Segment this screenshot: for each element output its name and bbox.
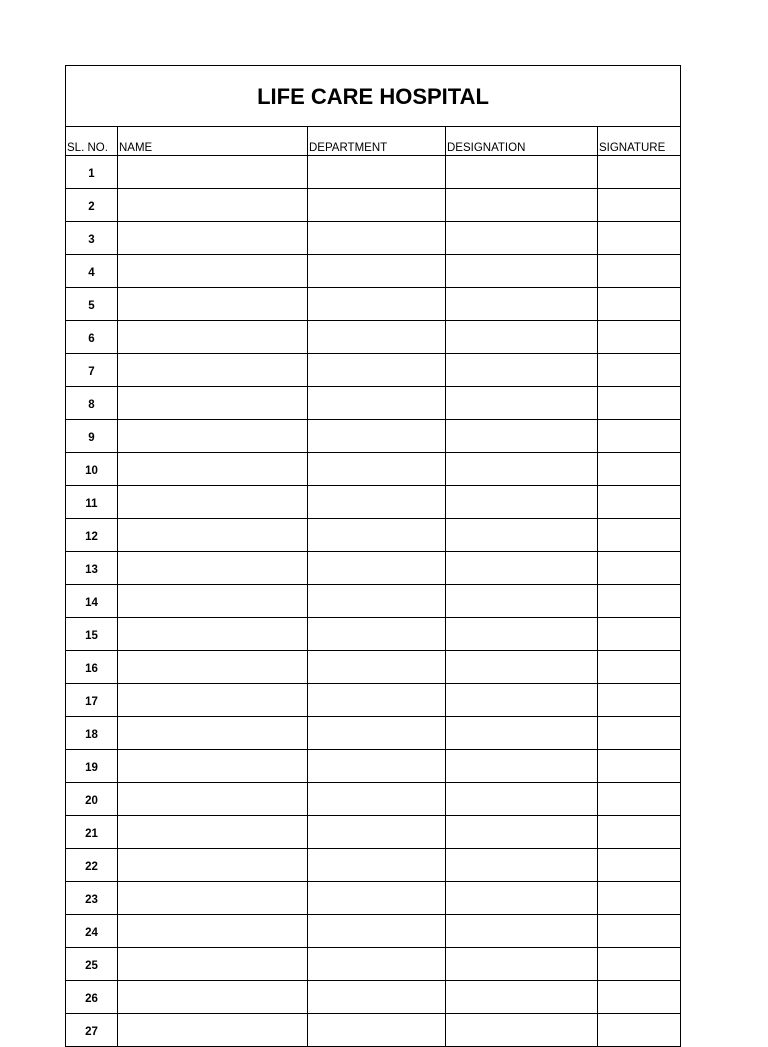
column-header-name: NAME <box>118 127 308 156</box>
signature-cell[interactable] <box>598 915 681 948</box>
department-cell[interactable] <box>308 849 446 882</box>
table-row <box>66 750 681 783</box>
name-cell[interactable] <box>118 882 308 915</box>
designation-cell[interactable] <box>446 156 598 189</box>
sl-no-cell: 8 <box>66 387 118 420</box>
department-cell[interactable] <box>308 981 446 1014</box>
department-cell[interactable] <box>308 486 446 519</box>
table-row <box>66 255 681 288</box>
table-row <box>66 354 681 387</box>
signature-cell[interactable] <box>598 882 681 915</box>
sl-no-cell: 24 <box>66 915 118 948</box>
name-cell[interactable] <box>118 288 308 321</box>
attendance-sheet-table <box>65 65 681 1047</box>
signature-cell[interactable] <box>598 585 681 618</box>
sl-no-cell: 11 <box>66 486 118 519</box>
table-row <box>66 222 681 255</box>
table-row <box>66 1014 681 1047</box>
sl-no-cell: 23 <box>66 882 118 915</box>
department-cell[interactable] <box>308 519 446 552</box>
name-cell[interactable] <box>118 189 308 222</box>
name-cell[interactable] <box>118 486 308 519</box>
sl-no-cell: 6 <box>66 321 118 354</box>
designation-cell[interactable] <box>446 453 598 486</box>
department-cell[interactable] <box>308 783 446 816</box>
table-row <box>66 816 681 849</box>
designation-cell[interactable] <box>446 1014 598 1047</box>
table-row <box>66 486 681 519</box>
designation-cell[interactable] <box>446 849 598 882</box>
sl-no-cell: 13 <box>66 552 118 585</box>
name-cell[interactable] <box>118 255 308 288</box>
signature-cell[interactable] <box>598 486 681 519</box>
sl-no-cell: 4 <box>66 255 118 288</box>
name-cell[interactable] <box>118 552 308 585</box>
sl-no-cell: 20 <box>66 783 118 816</box>
signature-cell[interactable] <box>598 618 681 651</box>
sl-no-cell: 19 <box>66 750 118 783</box>
name-cell[interactable] <box>118 453 308 486</box>
name-cell[interactable] <box>118 222 308 255</box>
title-row <box>66 66 681 127</box>
department-cell[interactable] <box>308 255 446 288</box>
name-cell[interactable] <box>118 981 308 1014</box>
table-row <box>66 618 681 651</box>
name-cell[interactable] <box>118 1014 308 1047</box>
department-cell[interactable] <box>308 651 446 684</box>
name-cell[interactable] <box>118 156 308 189</box>
designation-cell[interactable] <box>446 189 598 222</box>
table-row <box>66 915 681 948</box>
column-header-sl-no: SL. NO. <box>66 127 118 156</box>
table-row <box>66 651 681 684</box>
name-cell[interactable] <box>118 321 308 354</box>
name-cell[interactable] <box>118 915 308 948</box>
table-row <box>66 585 681 618</box>
table-row <box>66 882 681 915</box>
sl-no-cell: 16 <box>66 651 118 684</box>
name-cell[interactable] <box>118 948 308 981</box>
signature-cell[interactable] <box>598 717 681 750</box>
table-body <box>66 156 681 1047</box>
sl-no-cell: 3 <box>66 222 118 255</box>
department-cell[interactable] <box>308 816 446 849</box>
department-cell[interactable] <box>308 882 446 915</box>
signature-cell[interactable] <box>598 222 681 255</box>
designation-cell[interactable] <box>446 552 598 585</box>
table-row <box>66 453 681 486</box>
signature-cell[interactable] <box>598 948 681 981</box>
department-cell[interactable] <box>308 420 446 453</box>
name-cell[interactable] <box>118 420 308 453</box>
designation-cell[interactable] <box>446 321 598 354</box>
designation-cell[interactable] <box>446 816 598 849</box>
designation-cell[interactable] <box>446 288 598 321</box>
department-cell[interactable] <box>308 915 446 948</box>
column-header-signature: SIGNATURE <box>598 127 681 156</box>
sl-no-cell: 22 <box>66 849 118 882</box>
department-cell[interactable] <box>308 321 446 354</box>
signature-cell[interactable] <box>598 288 681 321</box>
designation-cell[interactable] <box>446 255 598 288</box>
name-cell[interactable] <box>118 387 308 420</box>
designation-cell[interactable] <box>446 717 598 750</box>
name-cell[interactable] <box>118 519 308 552</box>
signature-cell[interactable] <box>598 255 681 288</box>
designation-cell[interactable] <box>446 948 598 981</box>
sl-no-cell: 21 <box>66 816 118 849</box>
designation-cell[interactable] <box>446 981 598 1014</box>
sl-no-cell: 10 <box>66 453 118 486</box>
name-cell[interactable] <box>118 618 308 651</box>
department-cell[interactable] <box>308 453 446 486</box>
designation-cell[interactable] <box>446 684 598 717</box>
header-row <box>66 127 681 156</box>
designation-cell[interactable] <box>446 783 598 816</box>
designation-cell[interactable] <box>446 585 598 618</box>
table-row <box>66 948 681 981</box>
department-cell[interactable] <box>308 618 446 651</box>
sl-no-cell: 1 <box>66 156 118 189</box>
signature-cell[interactable] <box>598 156 681 189</box>
name-cell[interactable] <box>118 585 308 618</box>
column-header-designation: DESIGNATION <box>446 127 598 156</box>
designation-cell[interactable] <box>446 651 598 684</box>
table-row <box>66 387 681 420</box>
designation-cell[interactable] <box>446 618 598 651</box>
signature-cell[interactable] <box>598 750 681 783</box>
sl-no-cell: 12 <box>66 519 118 552</box>
sl-no-cell: 25 <box>66 948 118 981</box>
table-row <box>66 288 681 321</box>
name-cell[interactable] <box>118 684 308 717</box>
sl-no-cell: 17 <box>66 684 118 717</box>
sl-no-cell: 7 <box>66 354 118 387</box>
signature-cell[interactable] <box>598 189 681 222</box>
signature-cell[interactable] <box>598 783 681 816</box>
department-cell[interactable] <box>308 189 446 222</box>
signature-cell[interactable] <box>598 1014 681 1047</box>
department-cell[interactable] <box>308 948 446 981</box>
sl-no-cell: 5 <box>66 288 118 321</box>
sl-no-cell: 26 <box>66 981 118 1014</box>
name-cell[interactable] <box>118 651 308 684</box>
sl-no-cell: 2 <box>66 189 118 222</box>
table-row <box>66 156 681 189</box>
sl-no-cell: 14 <box>66 585 118 618</box>
signature-cell[interactable] <box>598 453 681 486</box>
department-cell[interactable] <box>308 387 446 420</box>
table-row <box>66 420 681 453</box>
name-cell[interactable] <box>118 717 308 750</box>
name-cell[interactable] <box>118 849 308 882</box>
table-row <box>66 552 681 585</box>
table-row <box>66 717 681 750</box>
column-header-department: DEPARTMENT <box>308 127 446 156</box>
signature-cell[interactable] <box>598 651 681 684</box>
designation-cell[interactable] <box>446 486 598 519</box>
signature-cell[interactable] <box>598 849 681 882</box>
designation-cell[interactable] <box>446 354 598 387</box>
name-cell[interactable] <box>118 783 308 816</box>
signature-cell[interactable] <box>598 552 681 585</box>
designation-cell[interactable] <box>446 882 598 915</box>
table-row <box>66 189 681 222</box>
department-cell[interactable] <box>308 156 446 189</box>
signature-cell[interactable] <box>598 816 681 849</box>
signature-cell[interactable] <box>598 684 681 717</box>
table-row <box>66 849 681 882</box>
sl-no-cell: 27 <box>66 1014 118 1047</box>
table-row <box>66 981 681 1014</box>
sl-no-cell: 9 <box>66 420 118 453</box>
document-title: LIFE CARE HOSPITAL <box>66 66 681 127</box>
designation-cell[interactable] <box>446 420 598 453</box>
table-row <box>66 321 681 354</box>
department-cell[interactable] <box>308 552 446 585</box>
department-cell[interactable] <box>308 1014 446 1047</box>
designation-cell[interactable] <box>446 519 598 552</box>
signature-cell[interactable] <box>598 387 681 420</box>
name-cell[interactable] <box>118 354 308 387</box>
designation-cell[interactable] <box>446 915 598 948</box>
table-row <box>66 519 681 552</box>
department-cell[interactable] <box>308 222 446 255</box>
designation-cell[interactable] <box>446 750 598 783</box>
department-cell[interactable] <box>308 585 446 618</box>
signature-cell[interactable] <box>598 321 681 354</box>
designation-cell[interactable] <box>446 222 598 255</box>
department-cell[interactable] <box>308 288 446 321</box>
sl-no-cell: 15 <box>66 618 118 651</box>
department-cell[interactable] <box>308 354 446 387</box>
table-row <box>66 684 681 717</box>
name-cell[interactable] <box>118 816 308 849</box>
department-cell[interactable] <box>308 684 446 717</box>
sl-no-cell: 18 <box>66 717 118 750</box>
signature-cell[interactable] <box>598 354 681 387</box>
department-cell[interactable] <box>308 717 446 750</box>
signature-cell[interactable] <box>598 519 681 552</box>
table-row <box>66 783 681 816</box>
designation-cell[interactable] <box>446 387 598 420</box>
department-cell[interactable] <box>308 750 446 783</box>
signature-cell[interactable] <box>598 420 681 453</box>
signature-cell[interactable] <box>598 981 681 1014</box>
name-cell[interactable] <box>118 750 308 783</box>
